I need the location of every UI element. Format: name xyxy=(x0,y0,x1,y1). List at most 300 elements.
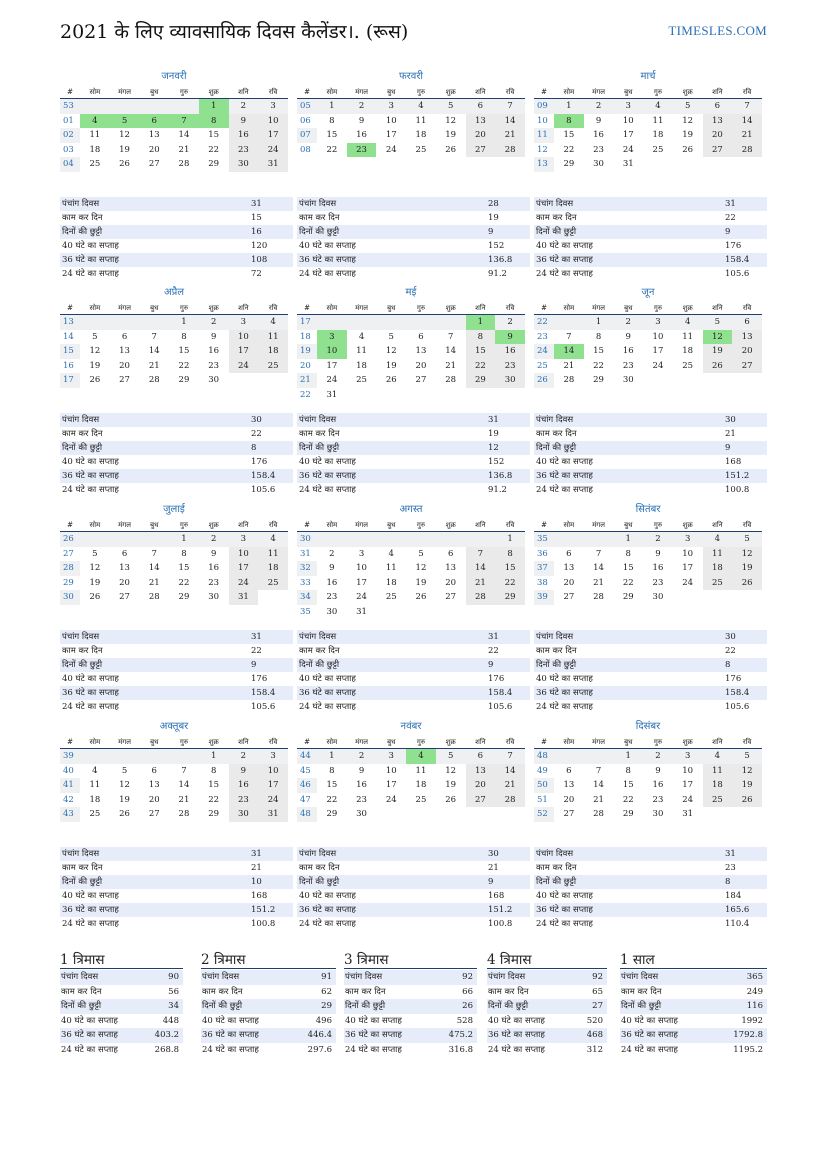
day-cell[interactable]: 8 xyxy=(181,331,187,342)
day-cell[interactable]: 23 xyxy=(652,577,664,588)
day-cell[interactable]: 4 xyxy=(358,331,365,342)
day-cell[interactable]: 20 xyxy=(466,778,496,793)
holiday-day-cell[interactable]: 4 xyxy=(406,749,436,764)
day-cell[interactable]: 19 xyxy=(89,577,101,588)
day-cell[interactable]: 24 xyxy=(258,793,288,808)
day-cell[interactable]: 30 xyxy=(208,592,220,602)
day-cell[interactable]: 23 xyxy=(652,794,664,805)
day-cell[interactable]: 22 xyxy=(326,144,338,155)
day-cell[interactable]: 8 xyxy=(329,115,335,126)
day-cell[interactable]: 9 xyxy=(358,115,365,126)
day-cell[interactable]: 20 xyxy=(445,577,457,588)
day-cell[interactable]: 11 xyxy=(415,765,427,776)
day-cell[interactable]: 19 xyxy=(385,360,397,371)
day-cell[interactable]: 15 xyxy=(178,563,190,573)
day-cell[interactable]: 23 xyxy=(208,360,220,371)
day-cell[interactable]: 4 xyxy=(258,315,288,330)
day-cell[interactable]: 18 xyxy=(703,561,733,576)
day-cell[interactable]: 11 xyxy=(652,115,664,126)
day-cell[interactable]: 1 xyxy=(317,749,347,764)
day-cell[interactable]: 3 xyxy=(229,315,259,330)
day-cell[interactable]: 4 xyxy=(703,532,733,547)
day-cell[interactable]: 12 xyxy=(682,115,694,126)
day-cell[interactable]: 4 xyxy=(673,315,703,330)
day-cell[interactable]: 13 xyxy=(466,764,496,779)
day-cell[interactable]: 5 xyxy=(418,548,424,559)
day-cell[interactable]: 26 xyxy=(445,794,457,805)
day-cell[interactable]: 28 xyxy=(148,592,160,602)
day-cell[interactable]: 30 xyxy=(356,809,367,819)
day-cell[interactable]: 21 xyxy=(495,778,525,793)
day-cell[interactable]: 20 xyxy=(415,360,427,371)
day-cell[interactable]: 25 xyxy=(703,576,733,591)
day-cell[interactable]: 21 xyxy=(178,794,190,805)
day-cell[interactable]: 6 xyxy=(466,749,496,764)
day-cell[interactable]: 7 xyxy=(595,765,602,776)
day-cell[interactable]: 10 xyxy=(229,330,259,345)
day-cell[interactable]: 13 xyxy=(445,563,457,573)
day-cell[interactable]: 24 xyxy=(385,144,397,155)
day-cell[interactable]: 7 xyxy=(151,548,157,559)
day-cell[interactable]: 1 xyxy=(584,315,614,330)
day-cell[interactable]: 28 xyxy=(178,159,190,169)
day-cell[interactable]: 14 xyxy=(732,114,762,129)
day-cell[interactable]: 9 xyxy=(358,765,365,776)
day-cell[interactable]: 15 xyxy=(208,130,220,140)
day-cell[interactable]: 12 xyxy=(385,346,397,356)
day-cell[interactable]: 13 xyxy=(119,346,130,356)
day-cell[interactable]: 29 xyxy=(593,375,604,385)
day-cell[interactable]: 18 xyxy=(258,344,288,359)
day-cell[interactable]: 18 xyxy=(682,346,694,356)
day-cell[interactable]: 23 xyxy=(622,360,634,371)
day-cell[interactable]: 23 xyxy=(229,793,259,808)
day-cell[interactable]: 1 xyxy=(317,99,347,114)
day-cell[interactable]: 16 xyxy=(229,128,259,143)
day-cell[interactable]: 5 xyxy=(92,331,98,342)
day-cell[interactable]: 11 xyxy=(89,780,101,790)
day-cell[interactable]: 13 xyxy=(119,563,130,573)
day-cell[interactable]: 11 xyxy=(415,115,427,126)
day-cell[interactable]: 12 xyxy=(445,115,457,126)
day-cell[interactable]: 29 xyxy=(563,159,575,169)
day-cell[interactable]: 11 xyxy=(89,130,101,140)
day-cell[interactable]: 16 xyxy=(495,344,525,359)
day-cell[interactable]: 18 xyxy=(415,130,427,140)
day-cell[interactable]: 30 xyxy=(229,157,259,172)
day-cell[interactable]: 5 xyxy=(703,315,733,330)
day-cell[interactable]: 3 xyxy=(376,99,406,114)
day-cell[interactable]: 29 xyxy=(178,375,190,385)
day-cell[interactable]: 13 xyxy=(415,346,427,356)
day-cell[interactable]: 14 xyxy=(466,561,496,576)
day-cell[interactable]: 6 xyxy=(121,548,128,559)
day-cell[interactable]: 27 xyxy=(732,359,762,374)
day-cell[interactable]: 30 xyxy=(622,375,634,385)
day-cell[interactable]: 28 xyxy=(732,143,762,158)
day-cell[interactable]: 24 xyxy=(356,592,367,602)
day-cell[interactable]: 22 xyxy=(178,360,190,371)
day-cell[interactable]: 11 xyxy=(385,563,397,573)
day-cell[interactable]: 1 xyxy=(495,532,525,547)
day-cell[interactable]: 23 xyxy=(326,592,338,602)
day-cell[interactable]: 29 xyxy=(495,590,525,605)
day-cell[interactable]: 22 xyxy=(208,144,220,155)
day-cell[interactable]: 10 xyxy=(385,765,397,776)
day-cell[interactable]: 22 xyxy=(622,794,634,805)
day-cell[interactable]: 22 xyxy=(593,360,604,371)
day-cell[interactable]: 11 xyxy=(356,346,367,356)
holiday-day-cell[interactable]: 8 xyxy=(554,114,584,129)
day-cell[interactable]: 8 xyxy=(625,765,631,776)
day-cell[interactable]: 18 xyxy=(703,778,733,793)
day-cell[interactable]: 25 xyxy=(652,144,664,155)
day-cell[interactable]: 16 xyxy=(652,780,664,790)
day-cell[interactable]: 3 xyxy=(358,548,365,559)
day-cell[interactable]: 18 xyxy=(89,144,101,155)
day-cell[interactable]: 3 xyxy=(673,532,703,547)
day-cell[interactable]: 14 xyxy=(148,563,160,573)
day-cell[interactable]: 21 xyxy=(148,360,160,371)
holiday-day-cell[interactable]: 23 xyxy=(347,143,377,158)
holiday-day-cell[interactable]: 1 xyxy=(199,99,229,114)
day-cell[interactable]: 6 xyxy=(732,315,762,330)
day-cell[interactable]: 26 xyxy=(119,809,130,819)
day-cell[interactable]: 16 xyxy=(356,780,367,790)
day-cell[interactable]: 25 xyxy=(356,375,367,385)
day-cell[interactable]: 4 xyxy=(703,749,733,764)
day-cell[interactable]: 17 xyxy=(385,780,397,790)
day-cell[interactable]: 16 xyxy=(208,563,220,573)
day-cell[interactable]: 5 xyxy=(436,99,466,114)
day-cell[interactable]: 24 xyxy=(229,359,259,374)
day-cell[interactable]: 8 xyxy=(595,331,602,342)
day-cell[interactable]: 10 xyxy=(385,115,397,126)
day-cell[interactable]: 9 xyxy=(210,331,217,342)
day-cell[interactable]: 29 xyxy=(326,809,338,819)
day-cell[interactable]: 11 xyxy=(703,764,733,779)
day-cell[interactable]: 16 xyxy=(356,130,367,140)
day-cell[interactable]: 1 xyxy=(199,749,229,764)
day-cell[interactable]: 25 xyxy=(258,359,288,374)
day-cell[interactable]: 8 xyxy=(181,548,187,559)
day-cell[interactable]: 10 xyxy=(622,115,634,126)
day-cell[interactable]: 22 xyxy=(326,794,338,805)
day-cell[interactable]: 6 xyxy=(703,99,733,114)
day-cell[interactable]: 19 xyxy=(732,778,762,793)
day-cell[interactable]: 15 xyxy=(495,561,525,576)
day-cell[interactable]: 23 xyxy=(208,577,220,588)
day-cell[interactable]: 26 xyxy=(119,159,130,169)
day-cell[interactable]: 5 xyxy=(92,548,98,559)
day-cell[interactable]: 21 xyxy=(178,144,190,155)
day-cell[interactable]: 26 xyxy=(89,592,101,602)
day-cell[interactable]: 3 xyxy=(376,749,406,764)
day-cell[interactable]: 5 xyxy=(436,749,466,764)
day-cell[interactable]: 25 xyxy=(258,576,288,591)
day-cell[interactable]: 8 xyxy=(466,330,496,345)
day-cell[interactable]: 21 xyxy=(495,128,525,143)
holiday-day-cell[interactable]: 12 xyxy=(703,330,733,345)
day-cell[interactable]: 1 xyxy=(169,315,199,330)
day-cell[interactable]: 26 xyxy=(385,375,397,385)
day-cell[interactable]: 5 xyxy=(732,749,762,764)
day-cell[interactable]: 20 xyxy=(466,128,496,143)
day-cell[interactable]: 23 xyxy=(229,143,259,158)
day-cell[interactable]: 12 xyxy=(89,346,101,356)
day-cell[interactable]: 2 xyxy=(584,99,614,114)
day-cell[interactable]: 15 xyxy=(622,563,634,573)
day-cell[interactable]: 9 xyxy=(595,115,602,126)
day-cell[interactable]: 12 xyxy=(445,765,457,776)
day-cell[interactable]: 27 xyxy=(466,793,496,808)
day-cell[interactable]: 7 xyxy=(151,331,157,342)
day-cell[interactable]: 30 xyxy=(208,375,220,385)
day-cell[interactable]: 28 xyxy=(466,590,496,605)
day-cell[interactable]: 28 xyxy=(178,809,190,819)
day-cell[interactable]: 11 xyxy=(703,547,733,562)
day-cell[interactable]: 23 xyxy=(495,359,525,374)
day-cell[interactable]: 14 xyxy=(445,346,457,356)
day-cell[interactable]: 9 xyxy=(625,331,631,342)
day-cell[interactable]: 13 xyxy=(563,780,575,790)
day-cell[interactable]: 9 xyxy=(329,563,335,573)
day-cell[interactable]: 3 xyxy=(258,749,288,764)
day-cell[interactable]: 10 xyxy=(229,547,259,562)
holiday-day-cell[interactable]: 7 xyxy=(169,114,199,129)
day-cell[interactable]: 16 xyxy=(229,778,259,793)
day-cell[interactable]: 6 xyxy=(566,765,572,776)
day-cell[interactable]: 18 xyxy=(258,561,288,576)
holiday-day-cell[interactable]: 6 xyxy=(139,114,169,129)
day-cell[interactable]: 29 xyxy=(466,373,496,388)
day-cell[interactable]: 30 xyxy=(229,807,259,822)
day-cell[interactable]: 16 xyxy=(622,346,634,356)
day-cell[interactable]: 25 xyxy=(682,360,694,371)
day-cell[interactable]: 15 xyxy=(326,130,338,140)
day-cell[interactable]: 20 xyxy=(563,577,575,588)
holiday-day-cell[interactable]: 14 xyxy=(554,344,584,359)
day-cell[interactable]: 27 xyxy=(703,143,733,158)
day-cell[interactable]: 17 xyxy=(682,563,694,573)
day-cell[interactable]: 9 xyxy=(210,548,217,559)
day-cell[interactable]: 27 xyxy=(148,809,160,819)
day-cell[interactable]: 8 xyxy=(495,547,525,562)
day-cell[interactable]: 10 xyxy=(356,563,367,573)
day-cell[interactable]: 1 xyxy=(554,99,584,114)
day-cell[interactable]: 4 xyxy=(258,532,288,547)
day-cell[interactable]: 5 xyxy=(732,532,762,547)
day-cell[interactable]: 1 xyxy=(613,532,643,547)
day-cell[interactable]: 3 xyxy=(258,99,288,114)
day-cell[interactable]: 8 xyxy=(210,765,217,776)
day-cell[interactable]: 31 xyxy=(258,807,288,822)
day-cell[interactable]: 11 xyxy=(682,331,694,342)
day-cell[interactable]: 17 xyxy=(385,130,397,140)
day-cell[interactable]: 10 xyxy=(258,114,288,129)
day-cell[interactable]: 6 xyxy=(466,99,496,114)
day-cell[interactable]: 24 xyxy=(385,794,397,805)
day-cell[interactable]: 9 xyxy=(655,765,661,776)
day-cell[interactable]: 8 xyxy=(329,765,335,776)
day-cell[interactable]: 27 xyxy=(119,592,130,602)
day-cell[interactable]: 13 xyxy=(703,114,733,129)
day-cell[interactable]: 31 xyxy=(229,590,259,605)
holiday-day-cell[interactable]: 10 xyxy=(317,344,347,359)
day-cell[interactable]: 22 xyxy=(466,359,496,374)
day-cell[interactable]: 19 xyxy=(445,130,457,140)
day-cell[interactable]: 13 xyxy=(732,330,762,345)
day-cell[interactable]: 27 xyxy=(445,592,457,602)
day-cell[interactable]: 19 xyxy=(445,780,457,790)
day-cell[interactable]: 9 xyxy=(655,548,661,559)
day-cell[interactable]: 2 xyxy=(643,532,673,547)
day-cell[interactable]: 25 xyxy=(415,794,427,805)
day-cell[interactable]: 29 xyxy=(208,809,220,819)
day-cell[interactable]: 22 xyxy=(178,577,190,588)
day-cell[interactable]: 7 xyxy=(181,765,187,776)
day-cell[interactable]: 10 xyxy=(682,548,694,559)
day-cell[interactable]: 26 xyxy=(445,144,457,155)
day-cell[interactable]: 15 xyxy=(563,130,575,140)
day-cell[interactable]: 27 xyxy=(466,143,496,158)
day-cell[interactable]: 20 xyxy=(563,794,575,805)
day-cell[interactable]: 29 xyxy=(622,592,634,602)
day-cell[interactable]: 1 xyxy=(169,532,199,547)
day-cell[interactable]: 2 xyxy=(347,99,377,114)
day-cell[interactable]: 6 xyxy=(447,548,454,559)
day-cell[interactable]: 6 xyxy=(566,548,572,559)
day-cell[interactable]: 31 xyxy=(326,389,338,400)
day-cell[interactable]: 12 xyxy=(119,130,130,140)
day-cell[interactable]: 14 xyxy=(495,764,525,779)
day-cell[interactable]: 24 xyxy=(326,375,338,385)
day-cell[interactable]: 30 xyxy=(652,809,664,819)
day-cell[interactable]: 28 xyxy=(495,793,525,808)
day-cell[interactable]: 4 xyxy=(388,548,394,559)
day-cell[interactable]: 25 xyxy=(415,144,427,155)
day-cell[interactable]: 18 xyxy=(385,577,397,588)
day-cell[interactable]: 21 xyxy=(593,577,604,588)
day-cell[interactable]: 23 xyxy=(593,144,604,155)
day-cell[interactable]: 13 xyxy=(148,130,160,140)
day-cell[interactable]: 25 xyxy=(89,809,101,819)
day-cell[interactable]: 19 xyxy=(703,344,733,359)
day-cell[interactable]: 24 xyxy=(682,577,694,588)
day-cell[interactable]: 6 xyxy=(121,331,128,342)
day-cell[interactable]: 27 xyxy=(119,375,130,385)
day-cell[interactable]: 2 xyxy=(199,532,229,547)
day-cell[interactable]: 22 xyxy=(563,144,575,155)
day-cell[interactable]: 15 xyxy=(208,780,220,790)
day-cell[interactable]: 24 xyxy=(622,144,634,155)
day-cell[interactable]: 26 xyxy=(415,592,427,602)
day-cell[interactable]: 4 xyxy=(406,99,436,114)
day-cell[interactable]: 28 xyxy=(563,375,575,385)
day-cell[interactable]: 17 xyxy=(229,344,259,359)
day-cell[interactable]: 20 xyxy=(119,577,130,588)
day-cell[interactable]: 26 xyxy=(703,359,733,374)
day-cell[interactable]: 21 xyxy=(732,128,762,143)
day-cell[interactable]: 20 xyxy=(119,360,130,371)
day-cell[interactable]: 6 xyxy=(418,331,424,342)
day-cell[interactable]: 17 xyxy=(326,360,338,371)
day-cell[interactable]: 28 xyxy=(593,809,604,819)
holiday-day-cell[interactable]: 3 xyxy=(317,330,347,345)
day-cell[interactable]: 18 xyxy=(652,130,664,140)
day-cell[interactable]: 7 xyxy=(495,99,525,114)
day-cell[interactable]: 5 xyxy=(673,99,703,114)
holiday-day-cell[interactable]: 8 xyxy=(199,114,229,129)
day-cell[interactable]: 12 xyxy=(89,563,101,573)
day-cell[interactable]: 21 xyxy=(445,360,457,371)
day-cell[interactable]: 23 xyxy=(356,794,367,805)
holiday-day-cell[interactable]: 5 xyxy=(110,114,140,129)
day-cell[interactable]: 16 xyxy=(593,130,604,140)
day-cell[interactable]: 11 xyxy=(258,547,288,562)
day-cell[interactable]: 20 xyxy=(148,794,160,805)
day-cell[interactable]: 31 xyxy=(356,606,367,617)
day-cell[interactable]: 19 xyxy=(732,561,762,576)
day-cell[interactable]: 18 xyxy=(89,794,101,805)
day-cell[interactable]: 12 xyxy=(119,780,130,790)
day-cell[interactable]: 12 xyxy=(415,563,427,573)
holiday-day-cell[interactable]: 4 xyxy=(80,114,110,129)
brand-link[interactable]: TIMESLES.COM xyxy=(668,23,767,38)
day-cell[interactable]: 21 xyxy=(148,577,160,588)
day-cell[interactable]: 22 xyxy=(208,794,220,805)
day-cell[interactable]: 15 xyxy=(178,346,190,356)
day-cell[interactable]: 17 xyxy=(229,561,259,576)
day-cell[interactable]: 2 xyxy=(495,315,525,330)
day-cell[interactable]: 10 xyxy=(682,765,694,776)
day-cell[interactable]: 24 xyxy=(682,794,694,805)
day-cell[interactable]: 27 xyxy=(563,592,575,602)
day-cell[interactable]: 14 xyxy=(178,780,190,790)
day-cell[interactable]: 27 xyxy=(563,809,575,819)
day-cell[interactable]: 2 xyxy=(347,749,377,764)
day-cell[interactable]: 16 xyxy=(652,563,664,573)
day-cell[interactable]: 26 xyxy=(732,793,762,808)
day-cell[interactable]: 17 xyxy=(258,778,288,793)
day-cell[interactable]: 12 xyxy=(732,547,762,562)
day-cell[interactable]: 2 xyxy=(199,315,229,330)
day-cell[interactable]: 16 xyxy=(208,346,220,356)
day-cell[interactable]: 24 xyxy=(229,576,259,591)
day-cell[interactable]: 21 xyxy=(466,576,496,591)
day-cell[interactable]: 8 xyxy=(625,548,631,559)
day-cell[interactable]: 31 xyxy=(682,809,694,819)
day-cell[interactable]: 7 xyxy=(566,331,572,342)
day-cell[interactable]: 27 xyxy=(415,375,427,385)
day-cell[interactable]: 27 xyxy=(148,159,160,169)
day-cell[interactable]: 17 xyxy=(622,130,634,140)
day-cell[interactable]: 14 xyxy=(593,780,604,790)
day-cell[interactable]: 15 xyxy=(593,346,604,356)
day-cell[interactable]: 31 xyxy=(258,157,288,172)
day-cell[interactable]: 26 xyxy=(89,375,101,385)
day-cell[interactable]: 30 xyxy=(652,592,664,602)
day-cell[interactable]: 7 xyxy=(732,99,762,114)
day-cell[interactable]: 9 xyxy=(229,114,259,129)
day-cell[interactable]: 14 xyxy=(178,130,190,140)
day-cell[interactable]: 14 xyxy=(593,563,604,573)
day-cell[interactable]: 22 xyxy=(622,577,634,588)
day-cell[interactable]: 13 xyxy=(148,780,160,790)
day-cell[interactable]: 7 xyxy=(595,548,602,559)
day-cell[interactable]: 5 xyxy=(121,765,128,776)
day-cell[interactable]: 31 xyxy=(622,159,634,169)
